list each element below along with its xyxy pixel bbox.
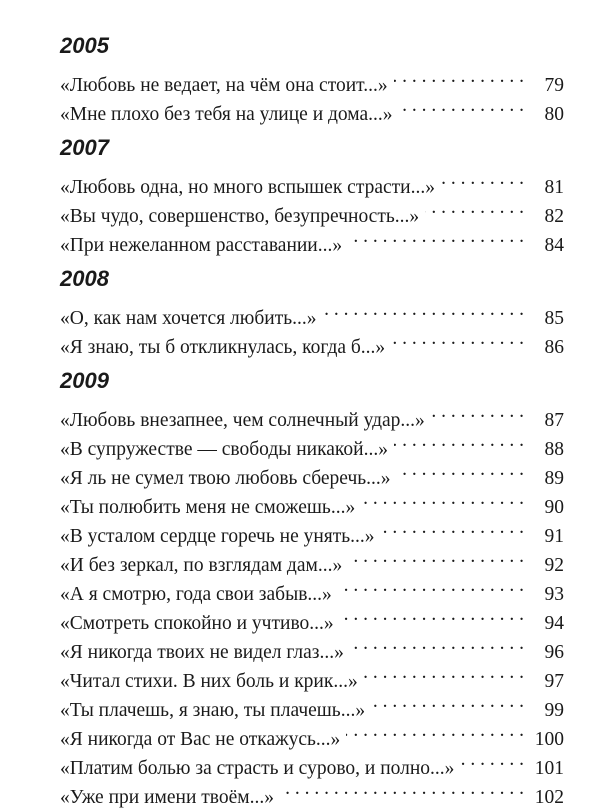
toc-entry[interactable] xyxy=(60,164,564,198)
dot-leader xyxy=(348,222,524,251)
entry-title: «Я знаю, ты б откликнулась, когда б...» xyxy=(60,337,386,358)
dot-leader xyxy=(280,774,524,803)
entry-title: «Любовь не ведает, на чём она стоит...» xyxy=(60,75,388,96)
dot-leader xyxy=(323,295,525,324)
entry-page-number: 81 xyxy=(544,177,564,198)
entry-page-number: 86 xyxy=(544,337,564,358)
dot-leader xyxy=(338,571,524,600)
entry-page-number: 92 xyxy=(544,555,564,576)
entry-page-number: 89 xyxy=(544,468,564,489)
entry-page-number: 94 xyxy=(544,613,564,634)
dot-leader xyxy=(397,455,524,484)
toc-section-2009 xyxy=(60,367,564,808)
dot-leader xyxy=(361,484,524,513)
entry-title: «Читал стихи. В них боль и крик...» xyxy=(60,671,358,692)
entry-page-number: 84 xyxy=(544,235,564,256)
entry-title: «Мне плохо без тебя на улице и дома...» xyxy=(60,104,393,125)
toc-entry[interactable] xyxy=(60,397,564,431)
dot-leader xyxy=(391,324,524,353)
entry-title: «Я ль не сумел твою любовь сберечь...» xyxy=(60,468,391,489)
dot-leader xyxy=(394,62,524,91)
entry-page-number: 82 xyxy=(544,206,564,227)
entry-page-number: 80 xyxy=(544,104,564,125)
entry-title: «Ты полюбить меня не сможешь...» xyxy=(60,497,356,518)
dot-leader xyxy=(394,426,524,455)
entry-page-number: 90 xyxy=(544,497,564,518)
entry-title: «Смотреть спокойно и учтиво...» xyxy=(60,613,334,634)
entry-title: «Я никогда твоих не видел глаз...» xyxy=(60,642,344,663)
entry-title: «Любовь одна, но много вспышек страсти...» xyxy=(60,177,435,198)
entry-title: «И без зеркал, по взглядам дам...» xyxy=(60,555,343,576)
entry-title: «При нежеланном расставании...» xyxy=(60,235,343,256)
dot-leader xyxy=(381,513,524,542)
entry-page-number: 93 xyxy=(544,584,564,605)
entry-title: «А я смотрю, года свои забыв...» xyxy=(60,584,332,605)
entry-title: «В усталом сердце горечь не унять...» xyxy=(60,526,375,547)
dot-leader xyxy=(399,91,524,120)
toc-entry[interactable] xyxy=(60,295,564,329)
entry-page-number: 85 xyxy=(544,308,564,329)
entry-page-number: 100 xyxy=(534,729,564,750)
entry-page-number: 87 xyxy=(544,410,564,431)
dot-leader xyxy=(340,600,524,629)
entry-page-number: 97 xyxy=(544,671,564,692)
entry-page-number: 96 xyxy=(544,642,564,663)
entry-title: «Ты плачешь, я знаю, ты плачешь...» xyxy=(60,700,366,721)
toc-entry[interactable] xyxy=(60,62,564,96)
entry-title: «О, как нам хочется любить...» xyxy=(60,308,317,329)
dot-leader xyxy=(348,542,524,571)
entry-title: «Платим болью за страсть и сурово, и полно...» xyxy=(60,758,455,779)
section-year: 2007 xyxy=(60,135,109,160)
dot-leader xyxy=(364,658,524,687)
dot-leader xyxy=(346,716,524,745)
entry-title: «Уже при имени твоём...» xyxy=(60,787,274,808)
entry-title: «Любовь внезапнее, чем солнечный удар...» xyxy=(60,410,425,431)
entry-title: «Вы чудо, совершенство, безупречность...» xyxy=(60,206,420,227)
toc-section-2008 xyxy=(60,265,564,358)
entry-title: «В супружестве — свободы никакой...» xyxy=(60,439,388,460)
dot-leader xyxy=(350,629,524,658)
entry-page-number: 101 xyxy=(534,758,564,779)
entry-title: «Я никогда от Вас не откажусь...» xyxy=(60,729,341,750)
section-year: 2008 xyxy=(60,266,109,291)
dot-leader xyxy=(431,397,524,426)
section-year: 2009 xyxy=(60,368,109,393)
section-year: 2005 xyxy=(60,33,109,58)
entry-page-number: 91 xyxy=(544,526,564,547)
entry-page-number: 102 xyxy=(534,787,564,808)
dot-leader xyxy=(425,193,524,222)
toc-section-2007 xyxy=(60,134,564,256)
dot-leader xyxy=(441,164,524,193)
entry-page-number: 79 xyxy=(544,75,564,96)
entry-page-number: 99 xyxy=(544,700,564,721)
dot-leader xyxy=(371,687,524,716)
toc-section-2005 xyxy=(60,32,564,125)
entry-page-number: 88 xyxy=(544,439,564,460)
